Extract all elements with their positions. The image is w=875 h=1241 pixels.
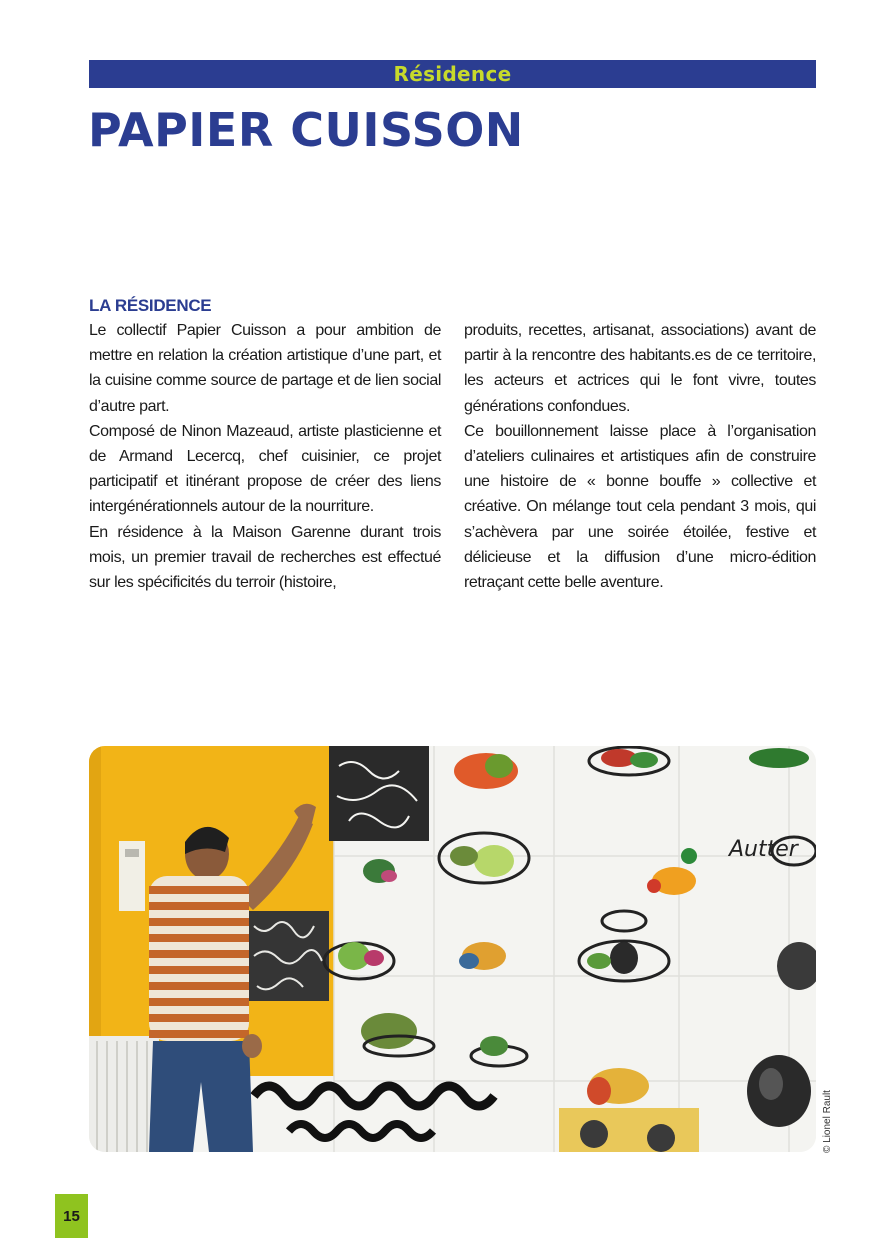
photo-credit: © Lionel Rault (822, 1090, 833, 1153)
residence-photo (89, 746, 816, 1152)
page-number: 15 (55, 1194, 88, 1238)
paragraph: produits, recettes, artisanat, associations) avant de partir à la rencontre des habitants.es de ce territoire, les acteurs et actrices qui le font vivre, toutes générations confondues. (464, 322, 816, 415)
paragraph: Ce bouillonnement laisse place à l’organisation d’ateliers culinaires et artistiques afin de construire une histoire de « bonne bouffe » collective et créative. On mélange tout cela pendant 3 mois, qui s’achèvera par une soirée étoilée, festive et délicieuse et la diffusion d’une micro-édition retraçant cette belle aventure. (464, 422, 816, 592)
photo-illustration (89, 746, 816, 1152)
page-title: PAPIER CUISSON (88, 103, 524, 157)
paragraph: En résidence à la Maison Garenne durant trois mois, un premier travail de recherches est effectué sur les spécificités du terroir (histoire, (89, 523, 441, 592)
category-label: Résidence (393, 62, 512, 86)
paragraph: Le collectif Papier Cuisson a pour ambition de mettre en relation la création artistique d’une part, et la cuisine comme source de partage et de lien social d’autre part. (89, 322, 441, 415)
section-heading: LA RÉSIDENCE (89, 296, 212, 315)
text-column-left (89, 318, 441, 595)
paragraph: Composé de Ninon Mazeaud, artiste plasticienne et de Armand Lecercq, chef cuisinier, ce projet participatif et itinérant propose de créer des liens intergénérationnels autour de la nourriture. (89, 422, 441, 516)
category-banner (89, 60, 816, 88)
wall-text: Autter (729, 837, 798, 862)
text-column-right (464, 318, 816, 595)
